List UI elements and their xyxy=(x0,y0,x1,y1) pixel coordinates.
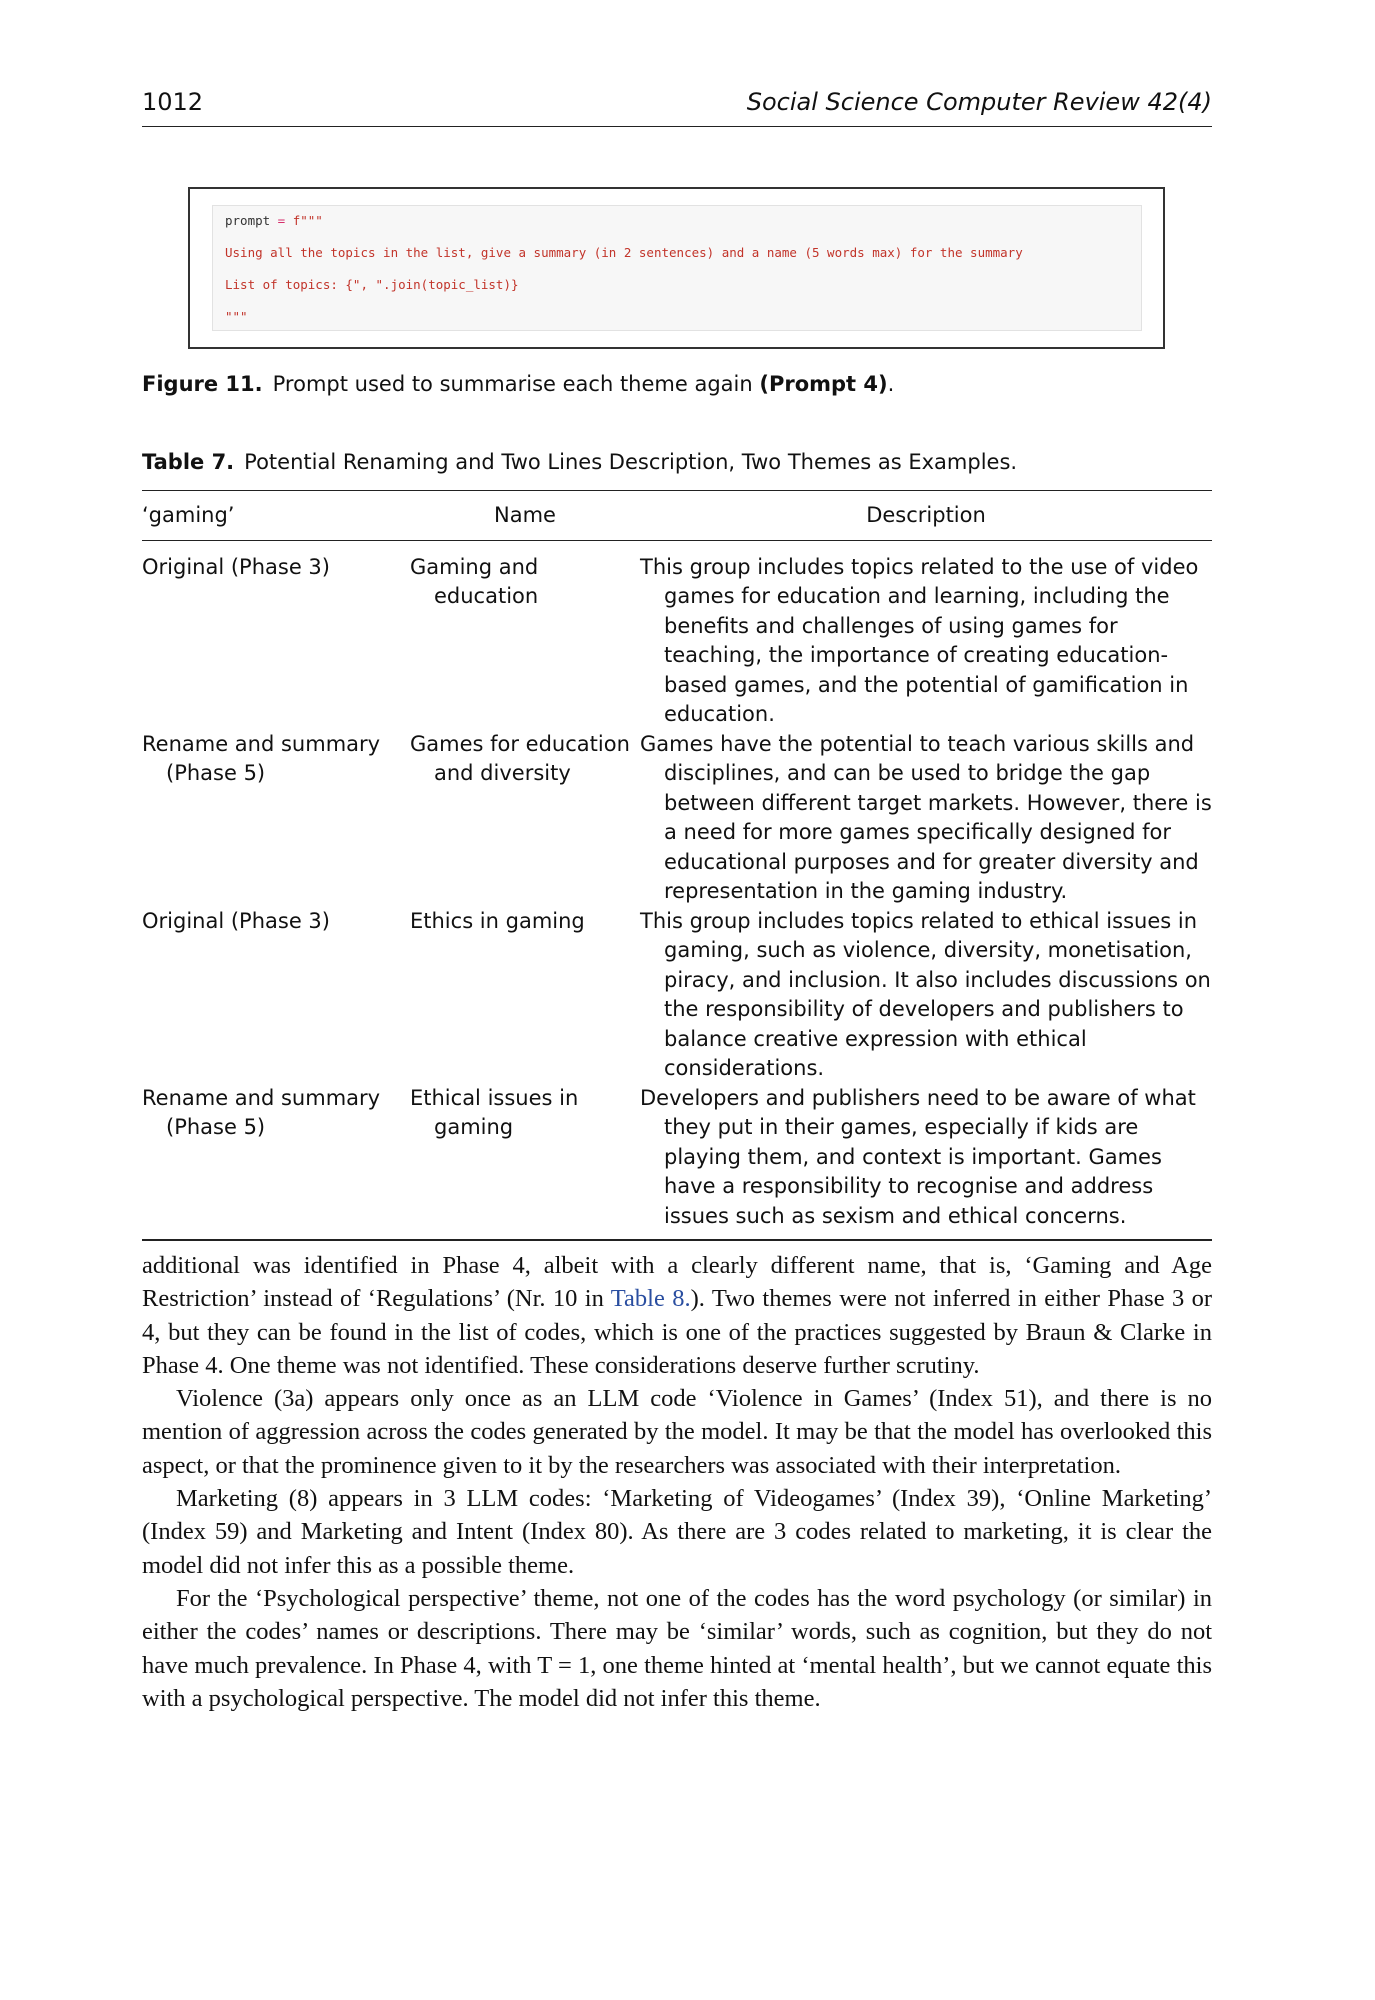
table-row xyxy=(142,1084,1212,1241)
code-line: List of topics: {", ".join(topic_list)} xyxy=(225,277,519,292)
table-row xyxy=(142,907,1212,1084)
phase-cell: Rename and summary (Phase 5) xyxy=(142,1085,381,1139)
phase-cell: Original (Phase 3) xyxy=(142,554,330,579)
column-header: Description xyxy=(866,503,986,527)
paragraph: Marketing (8) appears in 3 LLM codes: ‘Marketing of Videogames’ (Index 39), ‘Online Marketing’ (Index 59) and Marketing and Intent (Index 80). As there are 3 codes related to marketing, it is clear the model did not infer this as a possible theme. xyxy=(142,1485,1212,1579)
name-cell: Ethical issues in gaming xyxy=(410,1085,579,1139)
figure-caption-text: Prompt used to summarise each theme again xyxy=(272,372,760,396)
page-number: 1012 xyxy=(142,88,204,116)
running-header xyxy=(142,86,1212,127)
description-cell: Games have the potential to teach various skills and disciplines, and can be used to bridge the gap between different target markets. However, there is a need for more games specifically designed for educational purposes and for greater diversity and representation in the gaming industry. xyxy=(640,731,1212,903)
paragraph: additional was identified in Phase 4, albeit with a clearly different name, that is, ‘Gaming and Age Restriction’ instead of ‘Regulations’ (Nr. 10 in Table 8.). Two themes were not inferred in either Phase 3 or 4, but they can be found in the list of codes, which is one of the practices suggested by Braun & Clarke in Phase 4. One theme was not identified. These considerations deserve further scrutiny. xyxy=(142,1252,1212,1379)
column-header: Name xyxy=(494,503,556,527)
figure-label: Figure 11. xyxy=(142,372,263,396)
description-cell: Developers and publishers need to be aware of what they put in their games, especially if kids are playing them, and context is important. Games have a responsibility to recognise and address issues such as sexism and ethical concerns. xyxy=(640,1085,1196,1228)
body-text xyxy=(142,1249,1212,1715)
figure-caption-bold: (Prompt 4) xyxy=(759,372,888,396)
phase-cell: Rename and summary (Phase 5) xyxy=(142,731,381,785)
paragraph: Violence (3a) appears only once as an LLM code ‘Violence in Games’ (Index 51), and there is no mention of aggression across the codes generated by the model. It may be that the model has overlooked this aspect, or that the prominence given to it by the researchers was associated with their interpretation. xyxy=(142,1385,1212,1479)
figure-caption: Figure 11. Prompt used to summarise each theme again (Prompt 4). xyxy=(142,372,895,396)
table-caption xyxy=(142,450,1017,474)
name-cell: Ethics in gaming xyxy=(410,908,585,933)
table-8-link[interactable]: Table 8. xyxy=(610,1285,691,1313)
name-cell: Gaming and education xyxy=(410,554,539,608)
code-line: Using all the topics in the list, give a summary (in 2 sentences) and a name (5 words max) for the summary xyxy=(225,245,1023,260)
table-row xyxy=(142,540,1212,730)
description-cell: This group includes topics related to the use of video games for education and learning, including the benefits and challenges of using games for teaching, the importance of creating education-based games, and the potential of gamification in education. xyxy=(640,554,1199,726)
paragraph: For the ‘Psychological perspective’ theme, not one of the codes has the word psychology (or similar) in either the codes’ names or descriptions. There may be ‘similar’ words, such as cognition, but they do not have much prevalence. In Phase 4, with T = 1, one theme hinted at ‘mental health’, but we cannot equate this with a psychological perspective. The model did not infer this theme. xyxy=(142,1584,1212,1712)
description-cell: This group includes topics related to ethical issues in gaming, such as violence, diversity, monetisation, piracy, and inclusion. It also includes discussions on the responsibility of developers and publishers to balance creative expression with ethical considerations. xyxy=(640,908,1211,1080)
code-line: prompt = f""" xyxy=(225,213,323,228)
table-label: Table 7. xyxy=(142,450,235,474)
table-7 xyxy=(142,490,1212,1241)
table-caption-text: Potential Renaming and Two Lines Description, Two Themes as Examples. xyxy=(244,450,1018,474)
name-cell: Games for education and diversity xyxy=(410,731,630,785)
figure-11-frame xyxy=(188,187,1165,349)
code-line: """ xyxy=(225,309,248,324)
table-header-row xyxy=(142,491,1212,541)
phase-cell: Original (Phase 3) xyxy=(142,908,330,933)
journal-title: Social Science Computer Review 42(4) xyxy=(746,88,1212,116)
code-block xyxy=(212,205,1142,331)
column-header: ‘gaming’ xyxy=(142,503,235,527)
table-row xyxy=(142,730,1212,907)
